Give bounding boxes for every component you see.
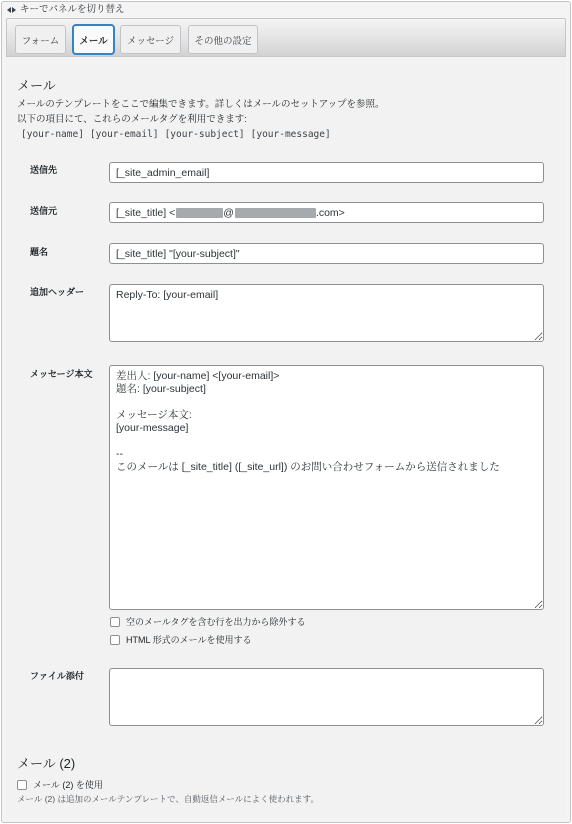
mail-2-description: メール (2) は追加のメールテンプレートで、自動返信メールによく使われます。	[17, 794, 319, 804]
subject-label: 題名	[30, 247, 49, 257]
mail-tag[interactable]: [your-email]	[89, 129, 159, 140]
message-body-label: メッセージ本文	[30, 369, 93, 379]
sender-input[interactable]	[109, 202, 544, 223]
tab-mail[interactable]: メール	[72, 24, 115, 55]
mail-tag[interactable]: [your-message]	[250, 129, 331, 140]
tab-form[interactable]: フォーム	[15, 25, 66, 54]
mail-tags-intro: 以下の項目にて、これらのメールタグを利用できます:	[17, 114, 247, 125]
mail-tag[interactable]: [your-name]	[21, 129, 84, 140]
sender-value-at: @	[223, 206, 234, 219]
mail-description: メールのテンプレートをここで編集できます。詳しくはメールのセットアップを参照。	[17, 99, 385, 110]
recipient-label: 送信先	[30, 165, 58, 175]
attachments-textarea[interactable]	[109, 668, 544, 726]
recipient-input[interactable]	[109, 162, 544, 183]
mail-section-title: メール	[17, 78, 56, 93]
additional-headers-textarea[interactable]	[109, 284, 544, 342]
use-html-label[interactable]: HTML 形式のメールを使用する	[126, 635, 252, 645]
message-body-textarea[interactable]	[109, 365, 544, 610]
mail-2-section-title: メール (2)	[17, 756, 76, 771]
sender-value-suffix: .com>	[315, 206, 345, 219]
redacted-block	[176, 208, 223, 218]
keyboard-hint: キーでパネルを切り替え	[20, 4, 125, 15]
mail-tag[interactable]: [your-subject]	[164, 129, 245, 140]
use-mail-2-label[interactable]: メール (2) を使用	[33, 780, 103, 790]
mail-tag-list	[21, 129, 331, 141]
mail-panel	[6, 57, 566, 819]
tab-bar	[6, 18, 566, 57]
use-mail-2-checkbox[interactable]	[17, 780, 27, 790]
subject-input[interactable]	[109, 243, 544, 264]
exclude-blank-label[interactable]: 空のメールタグを含む行を出力から除外する	[126, 617, 306, 627]
sender-label: 送信元	[30, 206, 58, 216]
additional-headers-label: 追加ヘッダー	[30, 287, 85, 297]
tab-messages[interactable]: メッセージ	[120, 25, 181, 54]
sender-value-prefix: [_site_title] <	[116, 206, 176, 219]
use-html-checkbox[interactable]	[110, 635, 120, 645]
arrow-keys-icon	[7, 7, 16, 13]
exclude-blank-checkbox[interactable]	[110, 617, 120, 627]
tab-additional-settings[interactable]: その他の設定	[188, 25, 258, 54]
attachments-label: ファイル添付	[30, 671, 84, 681]
redacted-block	[235, 208, 316, 218]
